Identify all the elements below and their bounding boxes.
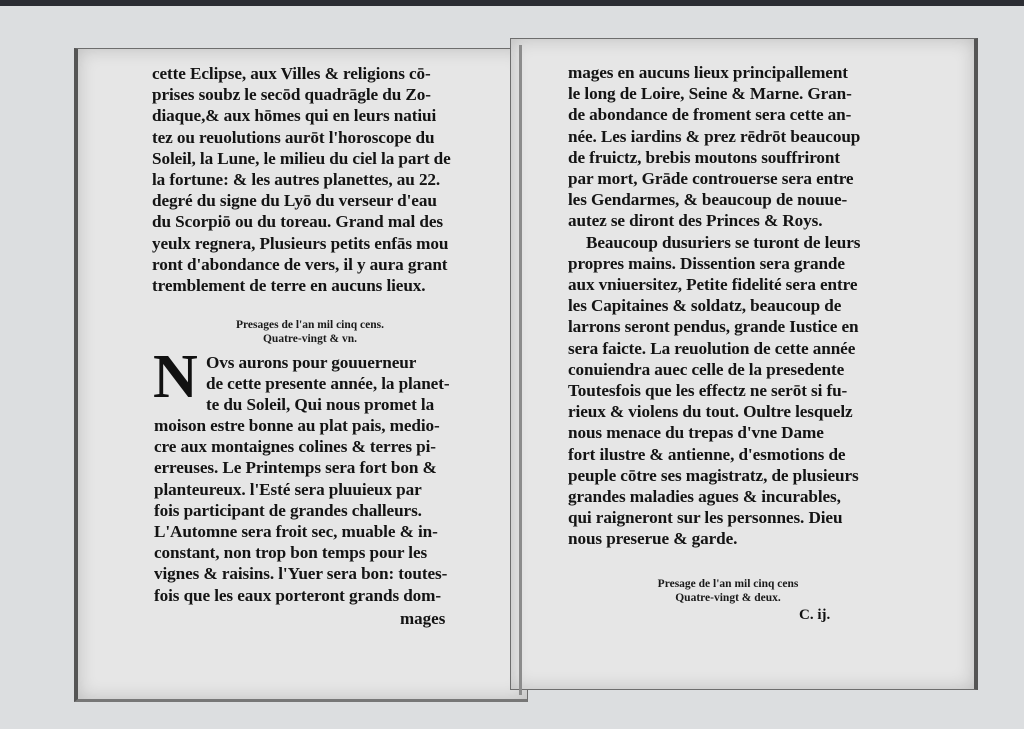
text-line: de fruictz, brebis moutons souffriront xyxy=(568,147,840,167)
text-line: de abondance de froment sera cette an- xyxy=(568,105,852,125)
text-line: diaque,& aux hōmes qui en leurs natiui xyxy=(152,106,437,126)
text-line: née. Les iardins & prez rēdrōt beaucoup xyxy=(568,126,861,146)
text-line: Beaucoup dusuriers se turont de leurs xyxy=(586,232,861,252)
text-line: la fortune: & les autres planettes, au 22. xyxy=(152,170,441,190)
text-line: grandes maladies agues & incurables, xyxy=(568,487,841,507)
text-line: constant, non trop bon temps pour les xyxy=(154,543,428,563)
text-line: fois que les eaux porteront grands dom- xyxy=(154,585,442,605)
text-line: L'Automne sera froit sec, muable & in- xyxy=(154,522,438,542)
text-line: cette Eclipse, aux Villes & religions cō- xyxy=(152,64,431,83)
text-line: conuiendra auec celle de la presedente xyxy=(568,359,845,379)
left-indented-lines xyxy=(206,352,449,416)
text-line: degré du signe du Lyō du verseur d'eau xyxy=(152,191,437,211)
text-line: Ovs aurons pour gouuerneur xyxy=(206,353,417,372)
text-line: planteureux. l'Esté sera pluuieux par xyxy=(154,479,422,499)
text-line: fois participant de grandes challeurs. xyxy=(154,500,422,520)
right-section-heading xyxy=(630,577,826,605)
left-body-paragraph xyxy=(154,415,447,606)
text-line: Toutesfois que les effectz ne serōt si fu- xyxy=(568,381,848,401)
signature-mark: C. ij. xyxy=(799,607,831,623)
text-line: tez ou reuolutions aurōt l'horoscope du xyxy=(152,127,435,147)
text-line: les Gendarmes, & beaucoup de nouue- xyxy=(568,190,848,210)
text-line: qui raigneront sur les personnes. Dieu xyxy=(568,508,843,528)
text-line: autez se diront des Princes & Roys. xyxy=(568,211,823,231)
text-line: fort ilustre & antienne, d'esmotions de xyxy=(568,444,846,464)
right-page-paragraph xyxy=(568,62,860,550)
text-line: nous menace du trepas d'vne Dame xyxy=(568,423,824,443)
text-line: moison estre bonne au plat pais, medio- xyxy=(154,416,440,435)
heading-line: Quatre-vingt & vn. xyxy=(262,333,358,345)
text-line: aux vniuersitez, Petite fidelité sera entre xyxy=(568,275,858,295)
left-page-top-paragraph xyxy=(152,63,451,296)
text-line: du Scorpiō ou du toreau. Grand mal des xyxy=(152,212,443,232)
text-line: propres mains. Dissention sera grande xyxy=(568,253,845,273)
text-line: te du Soleil, Qui nous promet la xyxy=(206,395,435,415)
text-line: par mort, Grāde controuerse sera entre xyxy=(568,169,854,189)
page-gutter xyxy=(519,45,522,695)
text-line: mages en aucuns lieux principallement xyxy=(568,63,848,82)
heading-line: Presage de l'an mil cinq cens xyxy=(657,578,799,590)
text-line: vignes & raisins. l'Yuer sera bon: toutes- xyxy=(154,564,448,584)
left-section-heading xyxy=(212,318,408,346)
top-dark-strip xyxy=(0,0,1024,6)
text-line: nous preserue & garde. xyxy=(568,529,738,549)
text-line: ront d'abondance de vers, il y aura grant xyxy=(152,254,448,274)
text-line: yeulx regnera, Plusieurs petits enfās mou xyxy=(152,233,449,253)
text-line: sera faicte. La reuolution de cette année xyxy=(568,338,856,358)
text-line: rieux & violens du tout. Oultre lesquelz xyxy=(568,402,853,422)
text-line: Soleil, la Lune, le milieu du ciel la part de xyxy=(152,148,451,168)
text-line: erreuses. Le Printemps sera fort bon & xyxy=(154,458,437,478)
text-line: peuple cōtre ses magistratz, de plusieurs xyxy=(568,465,859,485)
text-line: les Capitaines & soldatz, beaucoup de xyxy=(568,296,842,316)
heading-line: Quatre-vingt & deux. xyxy=(675,592,781,604)
text-line: cre aux montaignes colines & terres pi- xyxy=(154,437,436,457)
text-line: larrons seront pendus, grande Iustice en xyxy=(568,317,859,337)
drop-capital: N xyxy=(153,343,198,411)
catchword: mages xyxy=(400,609,446,628)
text-line: le long de Loire, Seine & Marne. Gran- xyxy=(568,84,852,104)
text-line: de cette presente année, la planet- xyxy=(206,374,450,394)
text-line: tremblement de terre en aucuns lieux. xyxy=(152,276,426,296)
text-line: prises soubz le secōd quadrāgle du Zo- xyxy=(152,85,431,105)
heading-line: Presages de l'an mil cinq cens. xyxy=(235,319,384,331)
